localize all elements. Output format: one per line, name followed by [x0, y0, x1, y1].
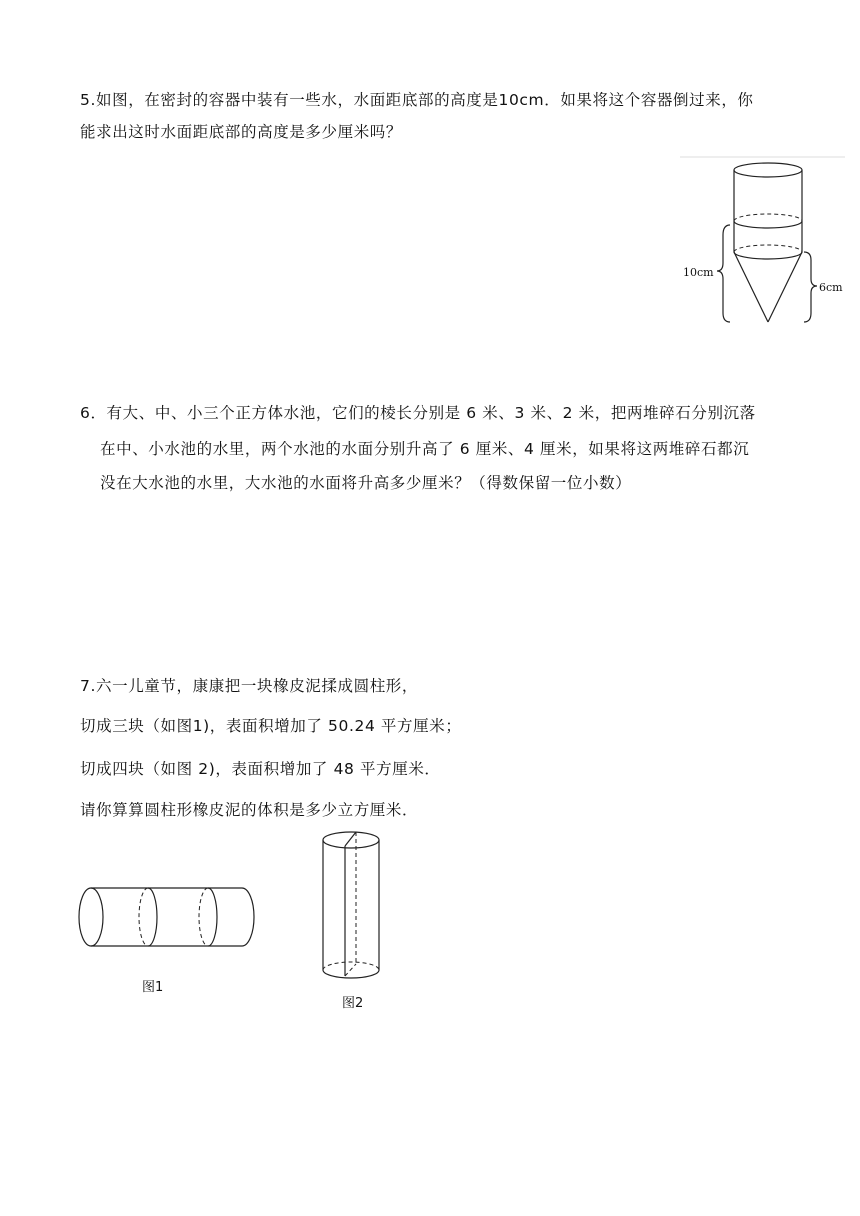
q5-line-2: 能求出这时水面距底部的高度是多少厘米吗？ [80, 123, 403, 141]
q5-left-label: 10cm [683, 266, 714, 279]
q5-container-figure [680, 155, 845, 330]
q6-line-3: 没在大水池的水里，大水池的水面将升高多少厘米？（得数保留一位小数） [100, 474, 632, 492]
q6-line-1: 6．有大、中、小三个正方体水池，它们的棱长分别是 6 米、3 米、2 米，把两堆碎石分别沉落 [80, 404, 756, 422]
q5-line-1: 5.如图，在密封的容器中装有一些水，水面距底部的高度是10cm．如果将这个容器倒过来，你 [80, 91, 754, 109]
q7-line-4: 请你算算圆柱形橡皮泥的体积是多少立方厘米． [80, 801, 419, 819]
q7-line-2: 切成三块（如图1)，表面积增加了 50.24 平方厘米； [80, 717, 462, 735]
q7-figure-2-caption: 图2 [342, 996, 364, 1011]
q7-figure-2-vertical-cylinder [318, 826, 388, 984]
q5-right-label: 6cm [819, 281, 843, 294]
q7-figure-1-caption: 图1 [142, 980, 164, 995]
q7-figure-1-horizontal-cylinder [76, 882, 261, 952]
q7-line-1: 7.六一儿童节，康康把一块橡皮泥揉成圆柱形， [80, 677, 418, 695]
q6-line-2: 在中、小水池的水里，两个水池的水面分别升高了 6 厘米、4 厘米，如果将这两堆碎石都沉 [100, 440, 750, 458]
q7-line-3: 切成四块（如图 2)，表面积增加了 48 平方厘米． [80, 760, 441, 778]
